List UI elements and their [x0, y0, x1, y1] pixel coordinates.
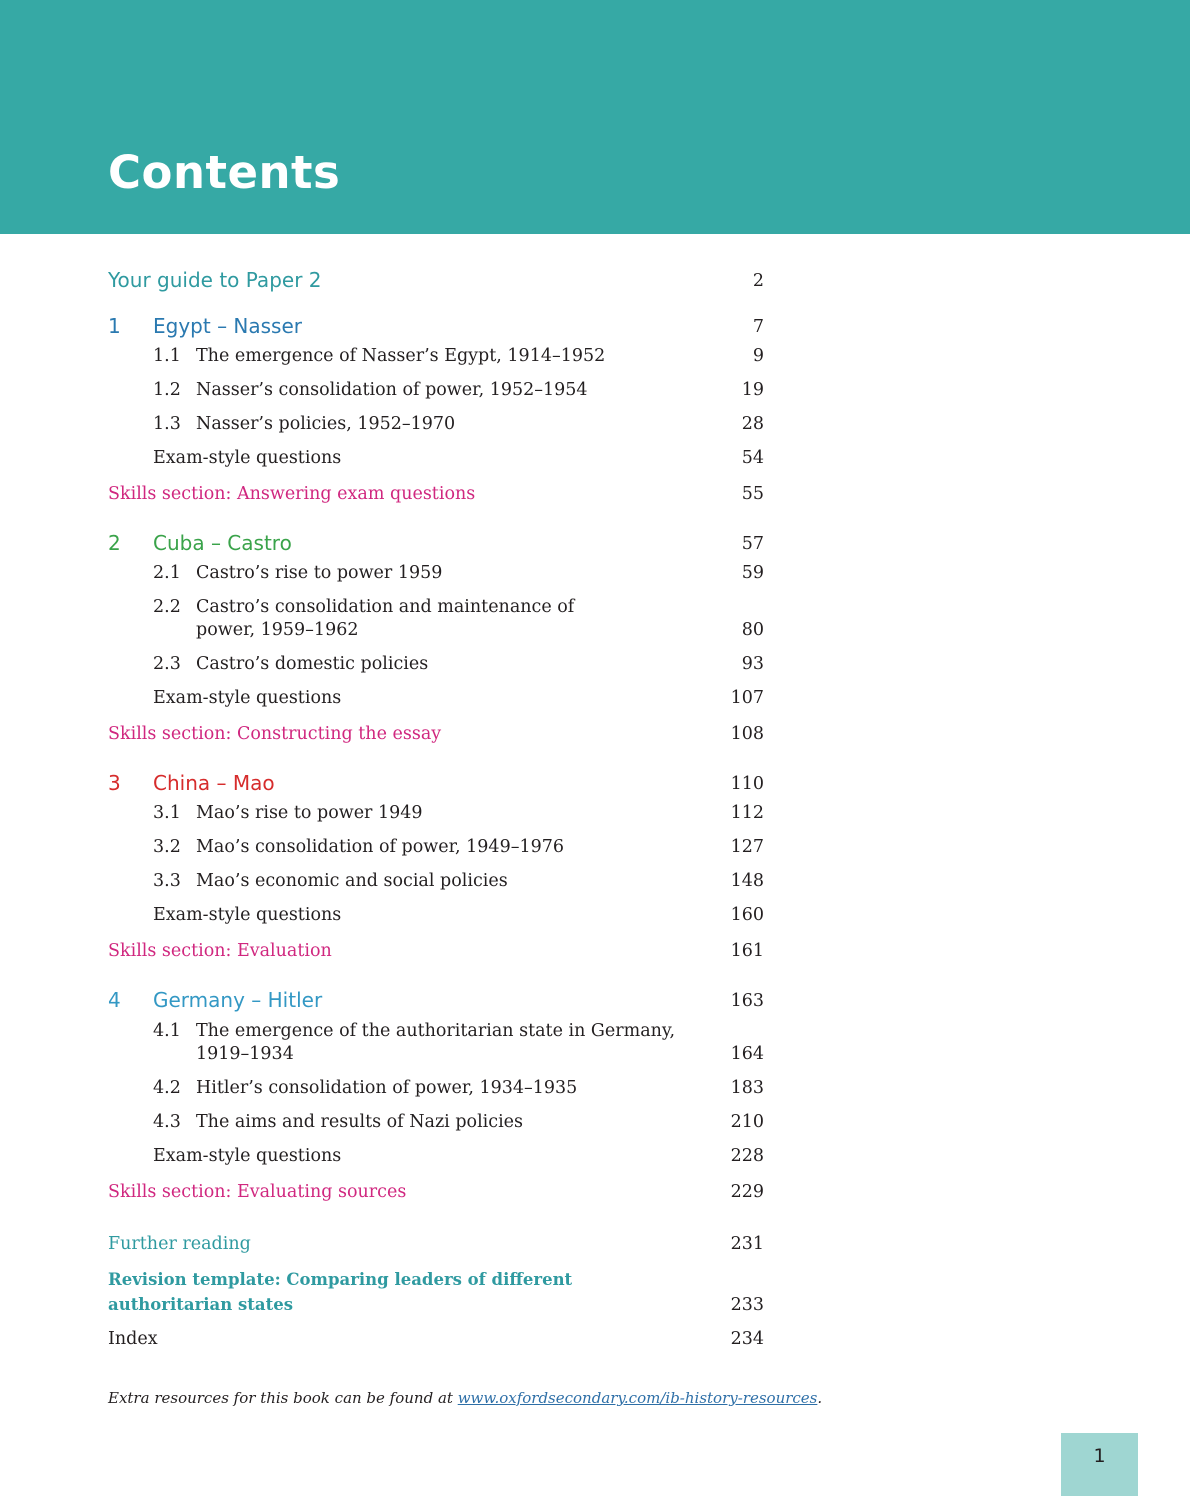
toc-page-number: 161 — [730, 941, 764, 961]
skills-label: Skills section: Answering exam questions — [108, 484, 476, 504]
toc-page-number: 234 — [730, 1329, 764, 1349]
toc-page-number: 7 — [752, 317, 764, 337]
toc-page-number: 108 — [730, 724, 764, 744]
page-number: 1 — [1093, 1445, 1106, 1467]
section-title: Nasser’s policies, 1952–1970 — [196, 414, 456, 434]
note-suffix: . — [817, 1389, 823, 1407]
skills-label: Skills section: Constructing the essay — [108, 724, 442, 744]
exam-label: Exam-style questions — [153, 448, 342, 468]
section-title: The emergence of Nasser’s Egypt, 1914–1952 — [196, 346, 606, 366]
section-number: 3.1 — [153, 803, 181, 823]
section-title-line-1: The emergence of the authoritarian state in Germany, — [196, 1021, 676, 1041]
index-label: Index — [108, 1329, 158, 1349]
chapter-number: 3 — [108, 771, 121, 795]
note-prefix: Extra resources for this book can be found at — [108, 1389, 458, 1407]
chapter-title: China – Mao — [153, 771, 275, 795]
section-number: 2.1 — [153, 563, 181, 583]
toc-page-number: 19 — [741, 380, 764, 400]
section-number: 4.2 — [153, 1078, 181, 1098]
section-title: Castro’s rise to power 1959 — [196, 563, 443, 583]
chapter-title: Cuba – Castro — [153, 531, 292, 555]
toc-page-number: 231 — [730, 1234, 764, 1254]
revision-label-line-1: Revision template: Comparing leaders of different — [108, 1270, 573, 1289]
chapter-number: 2 — [108, 531, 121, 555]
toc-page-number: 127 — [730, 837, 764, 857]
toc-page-number: 183 — [730, 1078, 764, 1098]
toc-page-number: 210 — [730, 1112, 764, 1132]
section-title: The aims and results of Nazi policies — [196, 1112, 524, 1132]
toc-page-number: 80 — [741, 620, 764, 640]
section-number: 3.3 — [153, 871, 181, 891]
toc-page-number: 112 — [730, 803, 764, 823]
toc-page-number: 2 — [752, 271, 764, 291]
chapter-title: Egypt – Nasser — [153, 314, 303, 338]
header-banner — [0, 0, 1190, 234]
skills-label: Skills section: Evaluating sources — [108, 1182, 407, 1202]
section-title-line-2: power, 1959–1962 — [196, 620, 359, 640]
section-title: Mao’s consolidation of power, 1949–1976 — [196, 837, 564, 857]
further-reading-label: Further reading — [108, 1234, 251, 1254]
section-number: 4.1 — [153, 1021, 181, 1041]
section-title: Castro’s domestic policies — [196, 654, 429, 674]
exam-label: Exam-style questions — [153, 688, 342, 708]
section-number: 1.3 — [153, 414, 181, 434]
toc-page-number: 110 — [730, 774, 764, 794]
extra-resources-note — [108, 1389, 822, 1407]
toc-page-number: 54 — [741, 448, 764, 468]
toc-page-number: 164 — [730, 1044, 764, 1064]
section-title: Mao’s rise to power 1949 — [196, 803, 423, 823]
page-title: Contents — [108, 146, 341, 199]
section-number: 3.2 — [153, 837, 181, 857]
toc-page-number: 163 — [730, 991, 764, 1011]
toc-page-number: 9 — [752, 346, 764, 366]
chapter-title: Germany – Hitler — [153, 988, 323, 1012]
toc-page-number: 107 — [730, 688, 764, 708]
exam-label: Exam-style questions — [153, 1146, 342, 1166]
toc-page-number: 229 — [730, 1182, 764, 1202]
section-number: 2.3 — [153, 654, 181, 674]
section-title-line-1: Castro’s consolidation and maintenance of — [196, 597, 575, 617]
page-number-box — [1061, 1433, 1138, 1496]
toc-page-number: 233 — [730, 1295, 764, 1315]
chapter-number: 1 — [108, 314, 121, 338]
toc-page-number: 55 — [741, 484, 764, 504]
section-title: Mao’s economic and social policies — [196, 871, 508, 891]
section-number: 1.1 — [153, 346, 181, 366]
toc-page-number: 160 — [730, 905, 764, 925]
skills-label: Skills section: Evaluation — [108, 941, 332, 961]
exam-label: Exam-style questions — [153, 905, 342, 925]
section-number: 1.2 — [153, 380, 181, 400]
toc-page-number: 59 — [741, 563, 764, 583]
toc-page-number: 93 — [741, 654, 764, 674]
chapter-number: 4 — [108, 988, 121, 1012]
toc-page-number: 28 — [741, 414, 764, 434]
toc-entry-label: Your guide to Paper 2 — [108, 268, 322, 292]
toc-page-number: 148 — [730, 871, 764, 891]
toc-page-number: 57 — [741, 534, 764, 554]
revision-label-line-2: authoritarian states — [108, 1295, 293, 1314]
section-number: 2.2 — [153, 597, 181, 617]
section-title: Nasser’s consolidation of power, 1952–1954 — [196, 380, 588, 400]
section-number: 4.3 — [153, 1112, 181, 1132]
toc-page-number: 228 — [730, 1146, 764, 1166]
section-title-line-2: 1919–1934 — [196, 1044, 294, 1064]
resources-link[interactable]: www.oxfordsecondary.com/ib-history-resources — [457, 1389, 818, 1407]
section-title: Hitler’s consolidation of power, 1934–1935 — [196, 1078, 578, 1098]
